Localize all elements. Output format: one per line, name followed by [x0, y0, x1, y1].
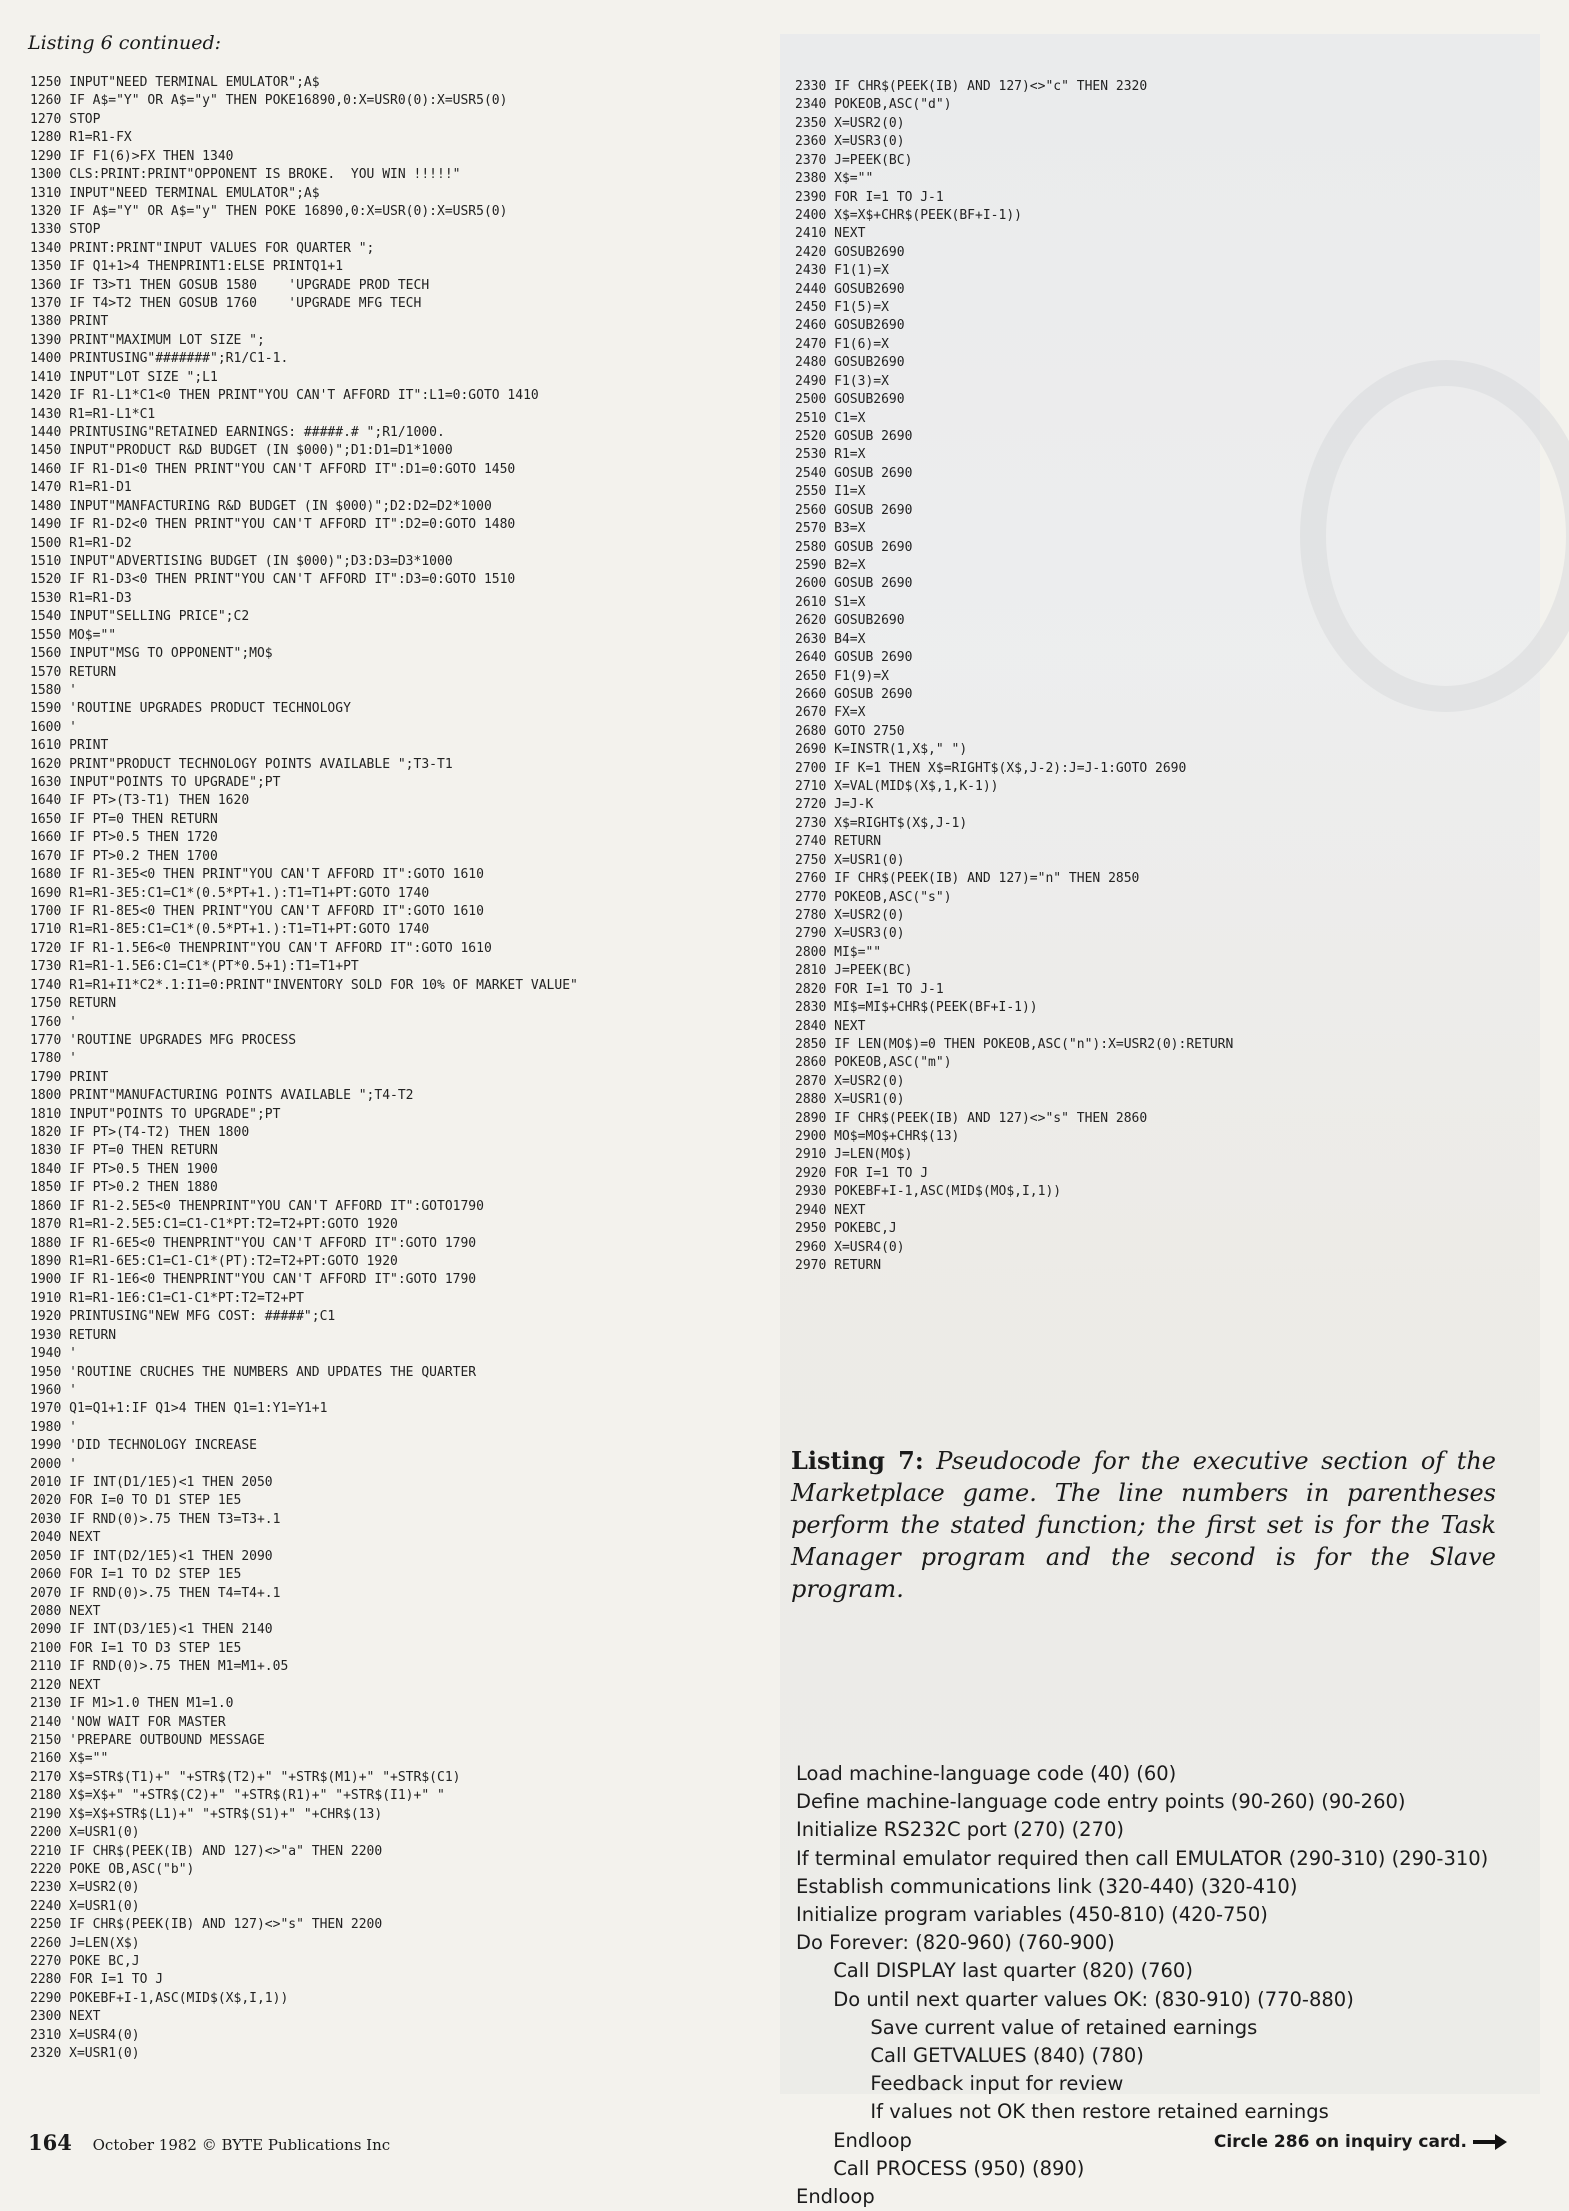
code-line: 2670 FX=X [795, 705, 866, 721]
code-listing-left-column [30, 74, 578, 2064]
code-line: 1670 IF PT>0.2 THEN 1700 [30, 848, 218, 864]
code-line: 2270 POKE BC,J [30, 1954, 140, 1970]
code-line: 2150 'PREPARE OUTBOUND MESSAGE [30, 1732, 265, 1748]
code-line: 1500 R1=R1-D2 [30, 535, 132, 551]
code-line: 2240 X=USR1(0) [30, 1898, 140, 1914]
code-line: 1320 IF A$="Y" OR A$="y" THEN POKE 16890,0:X=USR(0):X=USR5(0) [30, 203, 508, 219]
code-line: 1350 IF Q1+1>4 THENPRINT1:ELSE PRINTQ1+1 [30, 259, 344, 275]
code-line: 2060 FOR I=1 TO D2 STEP 1E5 [30, 1567, 242, 1583]
code-line: 1590 'ROUTINE UPGRADES PRODUCT TECHNOLOGY [30, 701, 351, 717]
code-line: 2560 GOSUB 2690 [795, 502, 913, 518]
code-line: 2400 X$=X$+CHR$(PEEK(BF+I-1)) [795, 207, 1022, 223]
code-line: 1720 IF R1-1.5E6<0 THENPRINT"YOU CAN'T AFFORD IT":GOTO 1610 [30, 940, 492, 956]
code-line: 2500 GOSUB2690 [795, 392, 905, 408]
code-line: 2460 GOSUB2690 [795, 318, 905, 334]
code-line: 2760 IF CHR$(PEEK(IB) AND 127)="n" THEN 2850 [795, 871, 1140, 887]
code-line: 1940 ' [30, 1346, 77, 1362]
code-line: 1660 IF PT>0.5 THEN 1720 [30, 830, 218, 846]
code-line: 2230 X=USR2(0) [30, 1880, 140, 1896]
code-line: 1990 'DID TECHNOLOGY INCREASE [30, 1438, 257, 1454]
pseudocode-line: Initialize RS232C port (270) (270) [796, 1818, 1125, 1842]
code-line: 2960 X=USR4(0) [795, 1239, 905, 1255]
code-line: 2050 IF INT(D2/1E5)<1 THEN 2090 [30, 1548, 273, 1564]
code-line: 2470 F1(6)=X [795, 336, 889, 352]
code-line: 1560 INPUT"MSG TO OPPONENT";MO$ [30, 646, 273, 662]
pseudocode-line: Call PROCESS (950) (890) [796, 2156, 1085, 2180]
code-line: 2080 NEXT [30, 1604, 101, 1620]
code-line: 2390 FOR I=1 TO J-1 [795, 189, 944, 205]
code-line: 2810 J=PEEK(BC) [795, 963, 913, 979]
code-line: 1740 R1=R1+I1*C2*.1:I1=0:PRINT"INVENTORY SOLD FOR 10% OF MARKET VALUE" [30, 977, 578, 993]
code-line: 1610 PRINT [30, 738, 109, 754]
code-line: 1600 ' [30, 719, 77, 735]
code-line: 2660 GOSUB 2690 [795, 686, 913, 702]
code-line: 2880 X=USR1(0) [795, 1092, 905, 1108]
code-line: 2410 NEXT [795, 226, 866, 242]
code-line: 1820 IF PT>(T4-T2) THEN 1800 [30, 1125, 250, 1141]
code-line: 2190 X$=X$+STR$(L1)+" "+STR$(S1)+" "+CHR$(13) [30, 1806, 383, 1822]
code-line: 2630 B4=X [795, 631, 866, 647]
code-line: 1920 PRINTUSING"NEW MFG COST: #####";C1 [30, 1309, 336, 1325]
code-line: 1370 IF T4>T2 THEN GOSUB 1760 'UPGRADE MFG TECH [30, 296, 422, 312]
code-line: 1440 PRINTUSING"RETAINED EARNINGS: #####.# ";R1/1000. [30, 425, 445, 441]
code-line: 1540 INPUT"SELLING PRICE";C2 [30, 609, 250, 625]
code-line: 1860 IF R1-2.5E5<0 THENPRINT"YOU CAN'T AFFORD IT":GOTO1790 [30, 1198, 484, 1214]
publication-line: October 1982 © BYTE Publications Inc [92, 2136, 391, 2154]
code-line: 2910 J=LEN(MO$) [795, 1147, 913, 1163]
code-line: 2200 X=USR1(0) [30, 1825, 140, 1841]
pseudocode-line: Define machine-language code entry points (90-260) (90-260) [796, 1790, 1406, 1814]
pseudocode-line: If values not OK then restore retained earnings [796, 2100, 1329, 2124]
code-line: 2260 J=LEN(X$) [30, 1935, 140, 1951]
code-line: 2030 IF RND(0)>.75 THEN T3=T3+.1 [30, 1511, 281, 1527]
code-line: 1420 IF R1-L1*C1<0 THEN PRINT"YOU CAN'T AFFORD IT":L1=0:GOTO 1410 [30, 388, 539, 404]
code-line: 1970 Q1=Q1+1:IF Q1>4 THEN Q1=1:Y1=Y1+1 [30, 1401, 328, 1417]
right-arrow-icon [1473, 2140, 1499, 2144]
code-line: 2970 RETURN [795, 1258, 882, 1273]
code-line: 2930 POKEBF+I-1,ASC(MID$(MO$,I,1)) [795, 1184, 1062, 1200]
code-line: 1700 IF R1-8E5<0 THEN PRINT"YOU CAN'T AFFORD IT":GOTO 1610 [30, 903, 484, 919]
code-line: 2720 J=J-K [795, 797, 874, 813]
code-listing-right-column [795, 78, 1233, 1275]
code-line: 2860 POKEOB,ASC("m") [795, 1055, 952, 1071]
code-line: 2680 GOTO 2750 [795, 723, 905, 739]
code-line: 2420 GOSUB2690 [795, 244, 905, 260]
code-line: 1780 ' [30, 1051, 77, 1067]
code-line: 2920 FOR I=1 TO J [795, 1165, 929, 1181]
code-line: 2890 IF CHR$(PEEK(IB) AND 127)<>"s" THEN 2860 [795, 1110, 1148, 1126]
code-line: 2300 NEXT [30, 2009, 101, 2025]
code-line: 1950 'ROUTINE CRUCHES THE NUMBERS AND UPDATES THE QUARTER [30, 1364, 477, 1380]
code-line: 2600 GOSUB 2690 [795, 576, 913, 592]
code-line: 2690 K=INSTR(1,X$," ") [795, 742, 968, 758]
code-line: 2250 IF CHR$(PEEK(IB) AND 127)<>"s" THEN 2200 [30, 1917, 383, 1933]
code-line: 1250 INPUT"NEED TERMINAL EMULATOR";A$ [30, 75, 320, 90]
code-line: 2210 IF CHR$(PEEK(IB) AND 127)<>"a" THEN 2200 [30, 1843, 383, 1859]
code-line: 1530 R1=R1-D3 [30, 590, 132, 606]
code-line: 1850 IF PT>0.2 THEN 1880 [30, 1180, 218, 1196]
code-line: 1570 RETURN [30, 664, 117, 680]
code-line: 2110 IF RND(0)>.75 THEN M1=M1+.05 [30, 1659, 289, 1675]
code-line: 1270 STOP [30, 111, 101, 127]
code-line: 2020 FOR I=0 TO D1 STEP 1E5 [30, 1493, 242, 1509]
code-line: 2590 B2=X [795, 557, 866, 573]
listing-header: Listing 6 continued: [28, 32, 222, 54]
page-footer [28, 2130, 390, 2155]
code-line: 1770 'ROUTINE UPGRADES MFG PROCESS [30, 1032, 297, 1048]
code-line: 1260 IF A$="Y" OR A$="y" THEN POKE16890,0:X=USR0(0):X=USR5(0) [30, 93, 508, 109]
pseudocode-line: Do Forever: (820-960) (760-900) [796, 1931, 1115, 1955]
code-line: 1330 STOP [30, 222, 101, 238]
code-line: 2580 GOSUB 2690 [795, 539, 913, 555]
code-line: 2870 X=USR2(0) [795, 1073, 905, 1089]
code-line: 2850 IF LEN(MO$)=0 THEN POKEOB,ASC("n"):X=USR2(0):RETURN [795, 1036, 1234, 1052]
code-line: 2530 R1=X [795, 447, 866, 463]
code-line: 1790 PRINT [30, 1069, 109, 1085]
code-line: 2340 POKEOB,ASC("d") [795, 97, 952, 113]
pseudocode-line: Do until next quarter values OK: (830-910) (770-880) [796, 1987, 1354, 2011]
code-line: 2610 S1=X [795, 594, 866, 610]
code-line: 2440 GOSUB2690 [795, 281, 905, 297]
code-line: 2830 MI$=MI$+CHR$(PEEK(BF+I-1)) [795, 1000, 1038, 1016]
code-line: 1280 R1=R1-FX [30, 130, 132, 146]
code-line: 1910 R1=R1-1E6:C1=C1-C1*PT:T2=T2+PT [30, 1290, 304, 1306]
code-line: 1840 IF PT>0.5 THEN 1900 [30, 1161, 218, 1177]
pseudocode-line: Call GETVALUES (840) (780) [796, 2044, 1144, 2068]
code-line: 2620 GOSUB2690 [795, 613, 905, 629]
pseudocode-line: Load machine-language code (40) (60) [796, 1762, 1177, 1785]
code-line: 1680 IF R1-3E5<0 THEN PRINT"YOU CAN'T AFFORD IT":GOTO 1610 [30, 867, 484, 883]
code-line: 1710 R1=R1-8E5:C1=C1*(0.5*PT+1.):T1=T1+PT:GOTO 1740 [30, 922, 430, 938]
code-line: 1290 IF F1(6)>FX THEN 1340 [30, 148, 234, 164]
pseudocode-line: Establish communications link (320-440) (320-410) [796, 1874, 1298, 1898]
code-line: 2430 F1(1)=X [795, 263, 889, 279]
code-line: 2320 X=USR1(0) [30, 2046, 140, 2062]
code-line: 1870 R1=R1-2.5E5:C1=C1-C1*PT:T2=T2+PT:GOTO 1920 [30, 1217, 398, 1233]
code-line: 1730 R1=R1-1.5E6:C1=C1*(PT*0.5+1):T1=T1+PT [30, 959, 359, 975]
code-line: 2330 IF CHR$(PEEK(IB) AND 127)<>"c" THEN 2320 [795, 79, 1148, 94]
code-line: 2290 POKEBF+I-1,ASC(MID$(X$,I,1)) [30, 1990, 289, 2006]
code-line: 1550 MO$="" [30, 627, 117, 643]
pseudocode-line: Initialize program variables (450-810) (420-750) [796, 1903, 1268, 1927]
code-line: 2380 X$="" [795, 171, 874, 187]
code-line: 2490 F1(3)=X [795, 373, 889, 389]
code-line: 2090 IF INT(D3/1E5)<1 THEN 2140 [30, 1622, 273, 1638]
code-line: 2160 X$="" [30, 1751, 109, 1767]
caption-text: Pseudocode for the executive section of the Marketplace game. The line numbers in parentheses perform the stated function; the first set is for the Task Manager program and the second is for the Slave program. [791, 1447, 1496, 1603]
pseudocode-line: If terminal emulator required then call EMULATOR (290-310) (290-310) [796, 1846, 1489, 1870]
code-line: 2220 POKE OB,ASC("b") [30, 1861, 195, 1877]
listing-7-caption [791, 1445, 1496, 1605]
code-line: 2040 NEXT [30, 1530, 101, 1546]
code-line: 1470 R1=R1-D1 [30, 480, 132, 496]
code-line: 2480 GOSUB2690 [795, 355, 905, 371]
code-line: 1750 RETURN [30, 996, 117, 1012]
code-line: 1520 IF R1-D3<0 THEN PRINT"YOU CAN'T AFFORD IT":D3=0:GOTO 1510 [30, 572, 516, 588]
code-line: 1400 PRINTUSING"#######";R1/C1-1. [30, 351, 289, 367]
code-line: 1980 ' [30, 1419, 77, 1435]
code-line: 2170 X$=STR$(T1)+" "+STR$(T2)+" "+STR$(M1)+" "+STR$(C1) [30, 1769, 461, 1785]
code-line: 2750 X=USR1(0) [795, 852, 905, 868]
code-line: 1760 ' [30, 1014, 77, 1030]
code-line: 2360 X=USR3(0) [795, 134, 905, 150]
code-line: 2550 I1=X [795, 484, 866, 500]
code-line: 1430 R1=R1-L1*C1 [30, 406, 156, 422]
page-number: 164 [28, 2130, 72, 2155]
code-line: 2000 ' [30, 1456, 77, 1472]
code-line: 1310 INPUT"NEED TERMINAL EMULATOR";A$ [30, 185, 320, 201]
code-line: 2700 IF K=1 THEN X$=RIGHT$(X$,J-2):J=J-1:GOTO 2690 [795, 760, 1187, 776]
code-line: 2520 GOSUB 2690 [795, 429, 913, 445]
code-line: 2140 'NOW WAIT FOR MASTER [30, 1714, 226, 1730]
code-line: 1890 R1=R1-6E5:C1=C1-C1*(PT):T2=T2+PT:GOTO 1920 [30, 1254, 398, 1269]
code-line: 1630 INPUT"POINTS TO UPGRADE";PT [30, 775, 281, 791]
code-line: 1410 INPUT"LOT SIZE ";L1 [30, 369, 218, 385]
code-line: 2130 IF M1>1.0 THEN M1=1.0 [30, 1696, 234, 1712]
code-line: 2310 X=USR4(0) [30, 2027, 140, 2043]
code-line: 1450 INPUT"PRODUCT R&D BUDGET (IN $000)";D1:D1=D1*1000 [30, 443, 453, 459]
code-line: 1340 PRINT:PRINT"INPUT VALUES FOR QUARTER "; [30, 240, 375, 256]
code-line: 2730 X$=RIGHT$(X$,J-1) [795, 815, 968, 831]
pseudocode-line: Call DISPLAY last quarter (820) (760) [796, 1959, 1193, 1983]
code-line: 1880 IF R1-6E5<0 THENPRINT"YOU CAN'T AFFORD IT":GOTO 1790 [30, 1235, 477, 1251]
code-line: 1800 PRINT"MANUFACTURING POINTS AVAILABLE ";T4-T2 [30, 1088, 414, 1104]
code-line: 1360 IF T3>T1 THEN GOSUB 1580 'UPGRADE PROD TECH [30, 277, 430, 293]
code-line: 1810 INPUT"POINTS TO UPGRADE";PT [30, 1106, 281, 1122]
code-line: 2510 C1=X [795, 410, 866, 426]
code-line: 2770 POKEOB,ASC("s") [795, 889, 952, 905]
inquiry-text: Circle 286 on inquiry card. [1213, 2132, 1467, 2152]
code-line: 2450 F1(5)=X [795, 300, 889, 316]
code-line: 2350 X=USR2(0) [795, 115, 905, 131]
code-line: 1640 IF PT>(T3-T1) THEN 1620 [30, 793, 250, 809]
code-line: 2820 FOR I=1 TO J-1 [795, 981, 944, 997]
code-line: 1620 PRINT"PRODUCT TECHNOLOGY POINTS AVAILABLE ";T3-T1 [30, 756, 453, 772]
code-line: 1300 CLS:PRINT:PRINT"OPPONENT IS BROKE. YOU WIN !!!!!" [30, 167, 461, 183]
pseudocode-line: Feedback input for review [796, 2072, 1124, 2096]
inquiry-note [1214, 2132, 1499, 2152]
code-line: 1900 IF R1-1E6<0 THENPRINT"YOU CAN'T AFFORD IT":GOTO 1790 [30, 1272, 477, 1288]
code-line: 2070 IF RND(0)>.75 THEN T4=T4+.1 [30, 1585, 281, 1601]
code-line: 1490 IF R1-D2<0 THEN PRINT"YOU CAN'T AFFORD IT":D2=0:GOTO 1480 [30, 517, 516, 533]
code-line: 2540 GOSUB 2690 [795, 465, 913, 481]
code-line: 2650 F1(9)=X [795, 668, 889, 684]
code-line: 2370 J=PEEK(BC) [795, 152, 913, 168]
code-line: 2710 X=VAL(MID$(X$,1,K-1)) [795, 779, 999, 795]
code-line: 1690 R1=R1-3E5:C1=C1*(0.5*PT+1.):T1=T1+PT:GOTO 1740 [30, 885, 430, 901]
code-line: 2900 MO$=MO$+CHR$(13) [795, 1129, 960, 1145]
code-line: 2790 X=USR3(0) [795, 926, 905, 942]
code-line: 1480 INPUT"MANFACTURING R&D BUDGET (IN $000)";D2:D2=D2*1000 [30, 498, 492, 514]
code-line: 2800 MI$="" [795, 944, 882, 960]
code-line: 2010 IF INT(D1/1E5)<1 THEN 2050 [30, 1475, 273, 1491]
code-line: 1390 PRINT"MAXIMUM LOT SIZE "; [30, 332, 265, 348]
code-line: 2940 NEXT [795, 1202, 866, 1218]
code-line: 1830 IF PT=0 THEN RETURN [30, 1143, 218, 1159]
code-line: 1650 IF PT=0 THEN RETURN [30, 811, 218, 827]
code-line: 2570 B3=X [795, 521, 866, 537]
code-line: 2120 NEXT [30, 1677, 101, 1693]
code-line: 2640 GOSUB 2690 [795, 650, 913, 666]
caption-label: Listing 7: [791, 1446, 924, 1475]
code-line: 2840 NEXT [795, 1018, 866, 1034]
pseudocode-line: Endloop [796, 2128, 912, 2152]
code-line: 2950 POKEBC,J [795, 1221, 897, 1237]
code-line: 2180 X$=X$+" "+STR$(C2)+" "+STR$(R1)+" "+STR$(I1)+" " [30, 1788, 445, 1804]
code-line: 2740 RETURN [795, 834, 882, 850]
code-line: 1510 INPUT"ADVERTISING BUDGET (IN $000)";D3:D3=D3*1000 [30, 553, 453, 569]
code-line: 2780 X=USR2(0) [795, 907, 905, 923]
code-line: 1380 PRINT [30, 314, 109, 330]
code-line: 2100 FOR I=1 TO D3 STEP 1E5 [30, 1640, 242, 1656]
pseudocode-line: Endloop [796, 2185, 875, 2209]
code-line: 1930 RETURN [30, 1327, 117, 1343]
code-line: 1460 IF R1-D1<0 THEN PRINT"YOU CAN'T AFFORD IT":D1=0:GOTO 1450 [30, 461, 516, 477]
pseudocode-line: Save current value of retained earnings [796, 2015, 1258, 2039]
code-line: 1960 ' [30, 1382, 77, 1398]
code-line: 2280 FOR I=1 TO J [30, 1972, 164, 1988]
code-line: 1580 ' [30, 682, 77, 698]
